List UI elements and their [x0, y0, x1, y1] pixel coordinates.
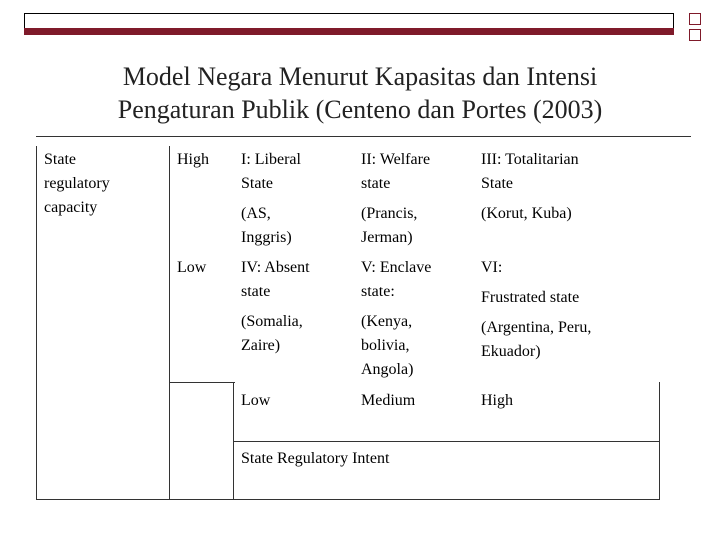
state-type-totalitarian: III: Totalitarian State (Korut, Kuba) [481, 151, 579, 222]
state-type-welfare: II: Welfare state (Prancis, Jerman) [361, 151, 431, 246]
level-high: High [177, 151, 209, 168]
table-divider-col1 [169, 146, 170, 500]
column-header-label: State Regulatory Intent [241, 450, 390, 467]
table-divider-header [233, 441, 660, 442]
level-low: Low [177, 259, 207, 276]
decor-square-bottom [689, 29, 701, 41]
table-border-bottom [36, 499, 660, 500]
page-title-line-1: Model Negara Menurut Kapasitas dan Intensi [122, 62, 598, 91]
intent-level-high: High [481, 392, 513, 409]
state-type-frustrated: VI: Frustrated state (Argentina, Peru, Ekuador) [481, 259, 592, 360]
title-divider [36, 136, 691, 137]
intent-level-medium: Medium [361, 392, 416, 409]
state-type-liberal: I: Liberal State (AS, Inggris) [241, 151, 301, 246]
decor-square-top [689, 13, 701, 25]
row-header-label: State regulatory capacity [44, 151, 110, 216]
page-title-line-2: Pengaturan Publik (Centeno dan Portes (2003) [117, 95, 603, 124]
state-type-enclave: V: Enclave state: (Kenya, bolivia, Angola) [361, 259, 432, 378]
intent-level-low: Low [241, 392, 271, 409]
table-divider-row [169, 382, 235, 383]
state-type-absent: IV: Absent state (Somalia, Zaire) [241, 259, 310, 354]
table-border-left [36, 146, 37, 500]
top-decor-bar-fill [24, 28, 674, 35]
